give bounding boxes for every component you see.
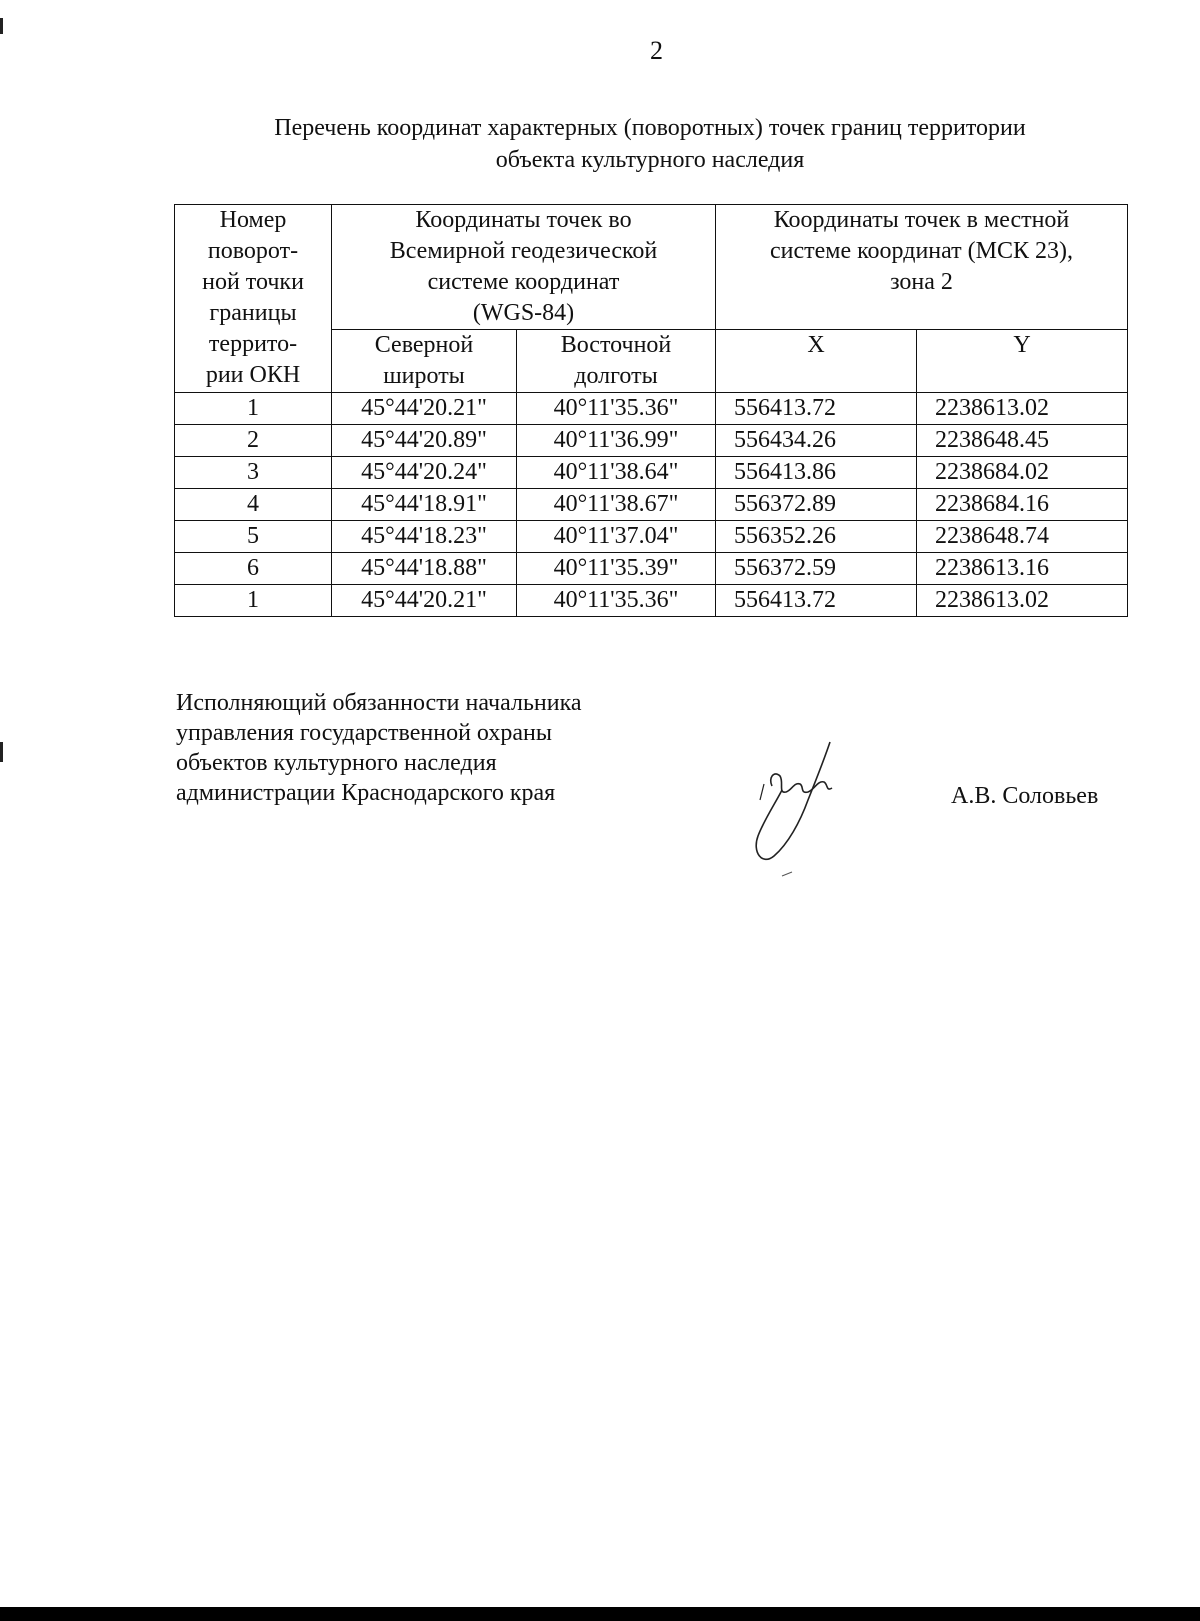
y-value: 2238648.74 bbox=[917, 521, 1128, 553]
signatory-position bbox=[176, 688, 582, 808]
table-row bbox=[175, 553, 1128, 585]
header-longitude: Восточной долготы bbox=[517, 330, 716, 393]
longitude-value: 40°11'38.64" bbox=[517, 457, 716, 489]
table-row bbox=[175, 425, 1128, 457]
x-value: 556434.26 bbox=[716, 425, 917, 457]
header-msk23: Координаты точек в местной системе координат (МСК 23), зона 2 bbox=[716, 205, 1128, 330]
table-header-row-1 bbox=[175, 205, 1128, 330]
latitude-value: 45°44'18.88" bbox=[332, 553, 517, 585]
y-value: 2238684.02 bbox=[917, 457, 1128, 489]
latitude-value: 45°44'20.24" bbox=[332, 457, 517, 489]
page-number: 2 bbox=[650, 36, 663, 65]
y-value: 2238648.45 bbox=[917, 425, 1128, 457]
latitude-value: 45°44'18.91" bbox=[332, 489, 517, 521]
table-row bbox=[175, 585, 1128, 617]
x-value: 556372.89 bbox=[716, 489, 917, 521]
latitude-value: 45°44'18.23" bbox=[332, 521, 517, 553]
point-number: 2 bbox=[175, 425, 332, 457]
longitude-value: 40°11'35.36" bbox=[517, 393, 716, 425]
header-y: Y bbox=[917, 330, 1128, 393]
position-line-2: управления государственной охраны bbox=[176, 720, 552, 746]
point-number: 6 bbox=[175, 553, 332, 585]
x-value: 556413.86 bbox=[716, 457, 917, 489]
latitude-value: 45°44'20.89" bbox=[332, 425, 517, 457]
point-number: 1 bbox=[175, 393, 332, 425]
header-point-number: Номер поворот- ной точки границы террито- рии ОКН bbox=[175, 205, 332, 393]
y-value: 2238613.02 bbox=[917, 585, 1128, 617]
latitude-value: 45°44'20.21" bbox=[332, 393, 517, 425]
latitude-value: 45°44'20.21" bbox=[332, 585, 517, 617]
table-row bbox=[175, 489, 1128, 521]
title-line-1: Перечень координат характерных (поворотных) точек границ территории bbox=[274, 115, 1026, 141]
x-value: 556413.72 bbox=[716, 393, 917, 425]
point-number: 4 bbox=[175, 489, 332, 521]
scan-edge-mark bbox=[0, 742, 3, 762]
point-number: 3 bbox=[175, 457, 332, 489]
table-row bbox=[175, 393, 1128, 425]
y-value: 2238613.16 bbox=[917, 553, 1128, 585]
y-value: 2238613.02 bbox=[917, 393, 1128, 425]
x-value: 556413.72 bbox=[716, 585, 917, 617]
handwritten-signature bbox=[752, 740, 872, 880]
scan-edge-mark bbox=[0, 18, 3, 34]
y-value: 2238684.16 bbox=[917, 489, 1128, 521]
position-line-4: администрации Краснодарского края bbox=[176, 780, 556, 806]
header-x: X bbox=[716, 330, 917, 393]
scan-border bbox=[0, 1607, 1200, 1621]
signer-name: А.В. Соловьев bbox=[951, 783, 1099, 809]
longitude-value: 40°11'37.04" bbox=[517, 521, 716, 553]
point-number: 5 bbox=[175, 521, 332, 553]
point-number: 1 bbox=[175, 585, 332, 617]
position-line-3: объектов культурного наследия bbox=[176, 750, 497, 776]
document-title bbox=[170, 112, 1130, 176]
longitude-value: 40°11'36.99" bbox=[517, 425, 716, 457]
longitude-value: 40°11'38.67" bbox=[517, 489, 716, 521]
longitude-value: 40°11'35.39" bbox=[517, 553, 716, 585]
x-value: 556352.26 bbox=[716, 521, 917, 553]
title-line-2: объекта культурного наследия bbox=[495, 147, 805, 173]
table-row bbox=[175, 457, 1128, 489]
table-row bbox=[175, 521, 1128, 553]
coordinates-table bbox=[174, 204, 1128, 617]
longitude-value: 40°11'35.36" bbox=[517, 585, 716, 617]
header-wgs84: Координаты точек во Всемирной геодезической системе координат (WGS-84) bbox=[332, 205, 716, 330]
position-line-1: Исполняющий обязанности начальника bbox=[176, 690, 582, 716]
header-latitude: Северной широты bbox=[332, 330, 517, 393]
x-value: 556372.59 bbox=[716, 553, 917, 585]
